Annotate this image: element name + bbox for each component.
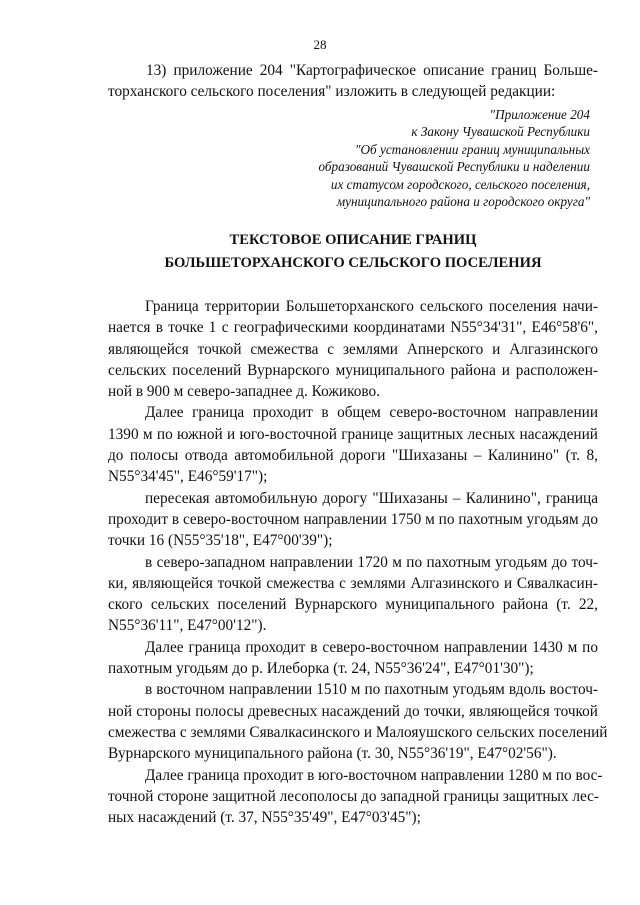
paragraph-line: смежества с землями Сявалкасинского и Малояушского сельских поселений [108, 723, 608, 741]
paragraph-line: пахотным угодьям до р. Илеборка (т. 24, N55°36'24", E47°01'30"); [108, 660, 534, 678]
title-line-2: БОЛЬШЕТОРХАНСКОГО СЕЛЬСКОГО ПОСЕЛЕНИЯ [164, 255, 542, 271]
appendix-line-1: "Приложение 204 [489, 107, 590, 122]
body-paragraph [108, 765, 603, 829]
appendix-header [290, 106, 590, 210]
paragraph-line: ского сельских поселений Вурнарского муниципального района (т. 22, [108, 596, 598, 614]
paragraph-line: Далее граница проходит в северо-восточном направлении 1430 м по [145, 638, 598, 656]
body-paragraph [108, 402, 598, 487]
paragraph-line: ки, являющейся точкой смежества с землями Алгазинского и Сявалкасин- [108, 574, 598, 592]
body-paragraph [108, 637, 598, 680]
paragraph-line: в северо-западном направлении 1720 м по пахотным угодьям до точ- [145, 553, 598, 571]
paragraph-line: пересекая автомобильную дорогу "Шихазаны – Калинино", граница [145, 489, 598, 507]
paragraph-line: являющейся точкой смежества с землями Апнерского и Алгазинского [108, 340, 598, 358]
paragraph-line: N55°36'11", E47°00'12"). [108, 617, 267, 635]
paragraph-line: нается в точке 1 с географическими координатами N55°34'31", E46°58'6", [108, 319, 598, 337]
paragraph-line: Вурнарского муниципального района (т. 30, N55°36'19", E47°02'56"). [108, 745, 557, 763]
appendix-line-6: муниципального района и городского округа" [336, 194, 590, 210]
title-line-1: ТЕКСТОВОЕ ОПИСАНИЕ ГРАНИЦ [229, 232, 477, 248]
intro-paragraph [108, 60, 598, 102]
page-number: 28 [313, 37, 327, 52]
appendix-line-2: к Закону Чувашской Республики [411, 124, 590, 140]
paragraph-line: точной стороне защитной лесополосы до западной границы защитных лес- [108, 787, 600, 805]
paragraph-line: 1390 м по южной и юго-восточной границе защитных лесных насаждений [108, 425, 598, 443]
paragraph-line: до полосы отвода автомобильной дороги "Шихазаны – Калинино" (т. 8, [108, 447, 598, 465]
appendix-line-5: их статусом городского, сельского поселения, [330, 176, 590, 192]
paragraph-line: Граница территории Большеторханского сельского поселения начи- [145, 298, 598, 315]
body-paragraph [108, 296, 598, 402]
body-paragraph [108, 552, 598, 637]
paragraph-line: в восточном направлении 1510 м по пахотным угодьям вдоль восточ- [145, 681, 598, 699]
paragraph-line: Далее граница проходит в общем северо-восточном направлении [145, 404, 598, 422]
body-text [108, 296, 608, 828]
paragraph-line: N55°34'45", E46°59'17"); [108, 468, 268, 486]
paragraph-line: проходит в северо-восточном направлении 1750 м по пахотным угодьям до [108, 510, 598, 528]
intro-line-2: торханского сельского поселения" изложить в следующей редакции: [108, 83, 556, 100]
paragraph-line: точки 16 (N55°35'18", E47°00'39"); [108, 532, 333, 550]
paragraph-line: ных насаждений (т. 37, N55°35'49", E47°03'45"); [108, 809, 421, 827]
paragraph-line: сельских поселений Вурнарского муниципального района и расположен- [108, 361, 598, 379]
paragraph-line: ной стороны полосы древесных насаждений до точки, являющейся точкой [108, 702, 598, 720]
document-title [108, 229, 598, 275]
body-paragraph [108, 488, 598, 552]
paragraph-line: Далее граница проходит в юго-восточном направлении 1280 м по вос- [145, 766, 603, 784]
appendix-line-3: "Об установлении границ муниципальных [354, 141, 590, 157]
appendix-line-4: образований Чувашской Республики и наделении [318, 159, 590, 175]
body-paragraph [108, 679, 608, 764]
intro-line-1: 13) приложение 204 "Картографическое описание границ Большe- [146, 62, 598, 79]
paragraph-line: ной в 900 м северо-западнее д. Кожиково. [108, 383, 381, 401]
